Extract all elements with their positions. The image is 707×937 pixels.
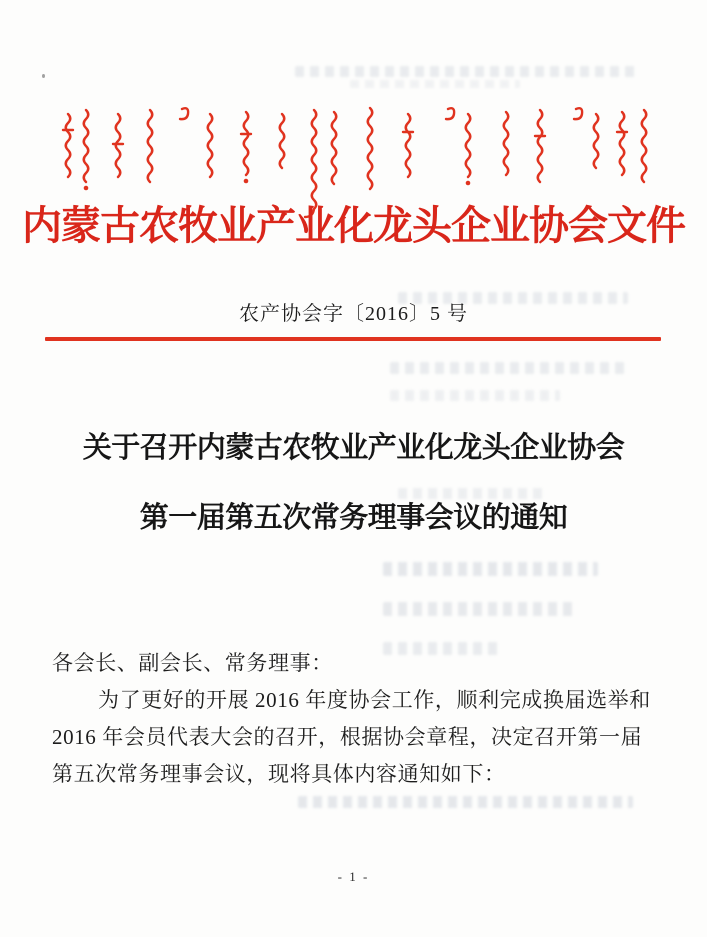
salutation: 各会长、副会长、常务理事：	[52, 651, 333, 675]
scan-artifact-dot	[42, 74, 45, 78]
document-number: 农产协会字〔2016〕5 号	[239, 303, 468, 325]
scan-artifact	[383, 602, 578, 616]
notice-title-line2: 第一届第五次常务理事会议的通知	[139, 502, 568, 534]
body-paragraph-line: 第五次常务理事会议，现将具体内容通知如下：	[52, 762, 506, 786]
scan-artifact	[390, 362, 630, 374]
letterhead-org-title: 内蒙古农牧业产业化龙头企业协会文件	[22, 203, 685, 248]
scan-artifact	[383, 562, 598, 576]
notice-body	[52, 645, 657, 793]
page-number: - 1 -	[337, 869, 370, 884]
scan-artifact	[298, 796, 633, 808]
scan-artifact	[350, 80, 520, 88]
notice-title	[0, 428, 707, 538]
scan-artifact	[390, 390, 560, 401]
scan-artifact	[295, 66, 635, 77]
body-paragraph-line: 为了更好的开展 2016 年度协会工作，顺利完成换届选举和	[98, 688, 651, 712]
red-divider-line	[45, 337, 661, 341]
notice-title-line1: 关于召开内蒙古农牧业产业化龙头企业协会	[82, 432, 625, 464]
body-paragraph-line: 2016 年会员代表大会的召开，根据协会章程，决定召开第一届	[52, 725, 643, 749]
